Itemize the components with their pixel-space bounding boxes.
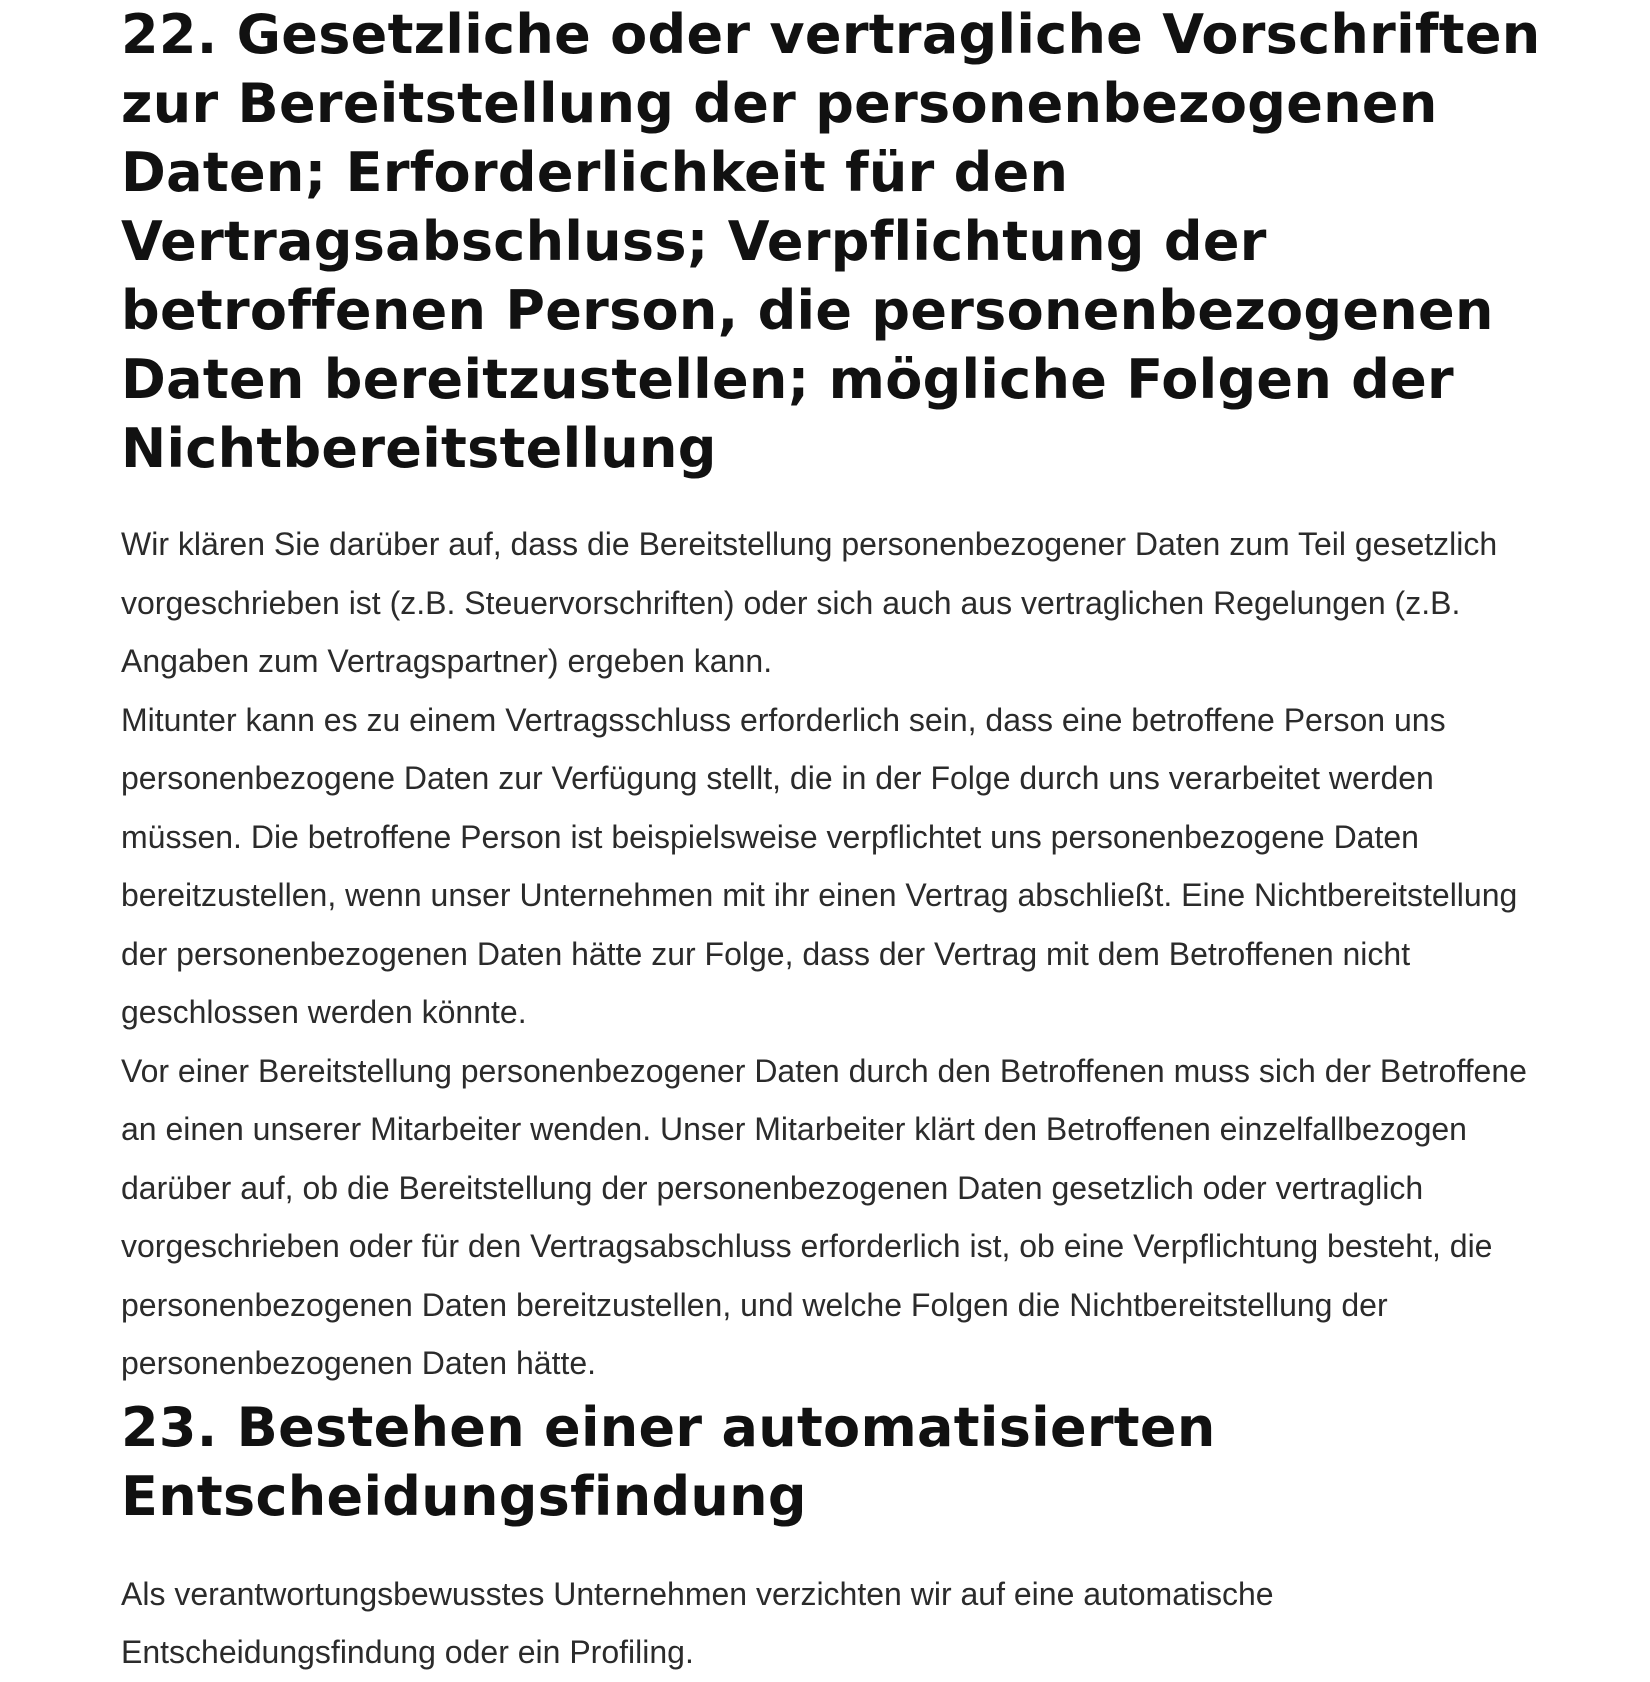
section-22-paragraph-2: Mitunter kann es zu einem Vertragsschluss erforderlich sein, dass eine betroffene Person uns personenbezogene Daten zur Verfügung stellt, die in der Folge durch uns verarbeitet werden müssen. Die betroffene Person ist beispielsweise verpflichtet uns personenbezogene Daten bereitzustellen, wenn unser Unternehmen mit ihr einen Vertrag abschließt. Eine Nichtbereitstellung der personenbezogenen Daten hätte zur Folge, dass der Vertrag mit dem Betroffenen nicht geschlossen werden könnte. xyxy=(121,701,1518,1030)
section-22-paragraph-3: Vor einer Bereitstellung personenbezogener Daten durch den Betroffenen muss sich der Betroffene an einen unserer Mitarbeiter wenden. Unser Mitarbeiter klärt den Betroffenen einzelfallbezogen darüber auf, ob die Bereitstellung der personenbezogenen Daten gesetzlich oder vertraglich vorgeschrieben oder für den Vertragsabschluss erforderlich ist, ob eine Verpflichtung besteht, die personenbezogenen Daten bereitzustellen, und welche Folgen die Nichtbereitstellung der personenbezogenen Daten hätte. xyxy=(121,1052,1527,1381)
document-page xyxy=(121,0,1541,1682)
section-22-paragraph-1: Wir klären Sie darüber auf, dass die Bereitstellung personenbezogener Daten zum Teil gesetzlich vorgeschrieben ist (z.B. Steuervorschriften) oder sich auch aus vertraglichen Regelungen (z.B. Angaben zum Vertragspartner) ergeben kann. xyxy=(121,526,1498,679)
section-23-body xyxy=(121,1565,1541,1682)
section-22-heading: 22. Gesetzliche oder vertragliche Vorschriften zur Bereitstellung der personenbezogenen Daten; Erforderlichkeit für den Vertragsabschluss; Verpflichtung der betroffenen Person, die personenbezogenen Daten bereitzustellen; mögliche Folgen der Nichtbereitstellung xyxy=(121,3,1541,480)
section-23-paragraph-1: Als verantwortungsbewusstes Unternehmen verzichten wir auf eine automatische Entscheidungsfindung oder ein Profiling. xyxy=(121,1575,1274,1670)
section-23-heading: 23. Bestehen einer automatisierten Entscheidungsfindung xyxy=(121,1395,1216,1528)
section-22-body xyxy=(121,515,1541,1393)
